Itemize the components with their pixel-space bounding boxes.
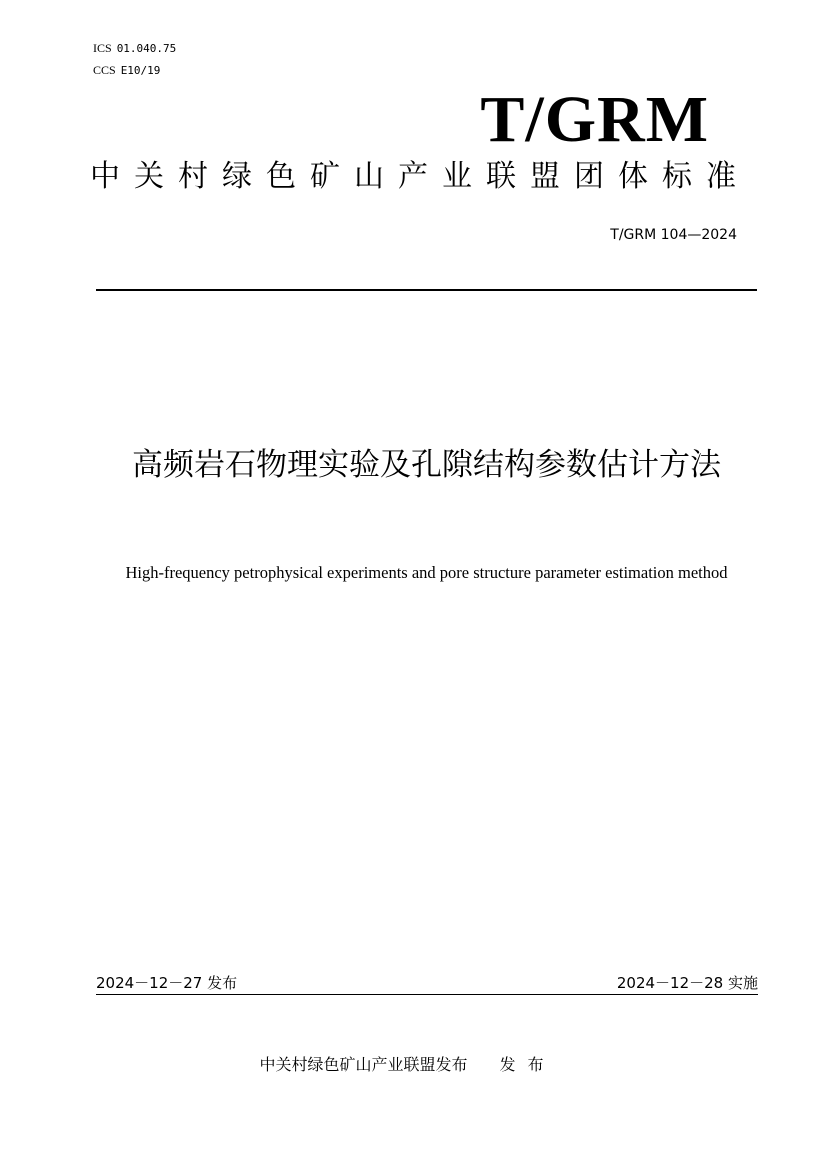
ics-label: ICS: [93, 41, 112, 55]
ccs-line: [93, 62, 160, 79]
ics-line: [93, 40, 176, 57]
issue-date: 2024－12－27 发布: [96, 974, 238, 992]
document-title-zh: 高频岩石物理实验及孔隙结构参数估计方法: [132, 447, 721, 483]
header-divider: [96, 289, 757, 291]
publisher-name: 中关村绿色矿山产业联盟发布: [259, 1055, 468, 1074]
standard-logo: T/GRM: [480, 83, 709, 156]
document-title-en: High-frequency petrophysical experiments and pore structure parameter estimation method: [125, 563, 728, 582]
publisher-line: [0, 1054, 815, 1076]
publish-label: 发布: [499, 1055, 556, 1074]
implementation-date: 2024－12－28 实施: [616, 974, 758, 992]
ccs-code: E10/19: [120, 64, 161, 77]
organization-title: 中关村绿色矿山产业联盟团体标准: [90, 159, 750, 194]
footer-divider: [96, 994, 758, 995]
ccs-label: CCS: [93, 63, 116, 77]
ics-code: 01.040.75: [116, 42, 177, 55]
standard-number: T/GRM 104—2024: [610, 227, 737, 243]
